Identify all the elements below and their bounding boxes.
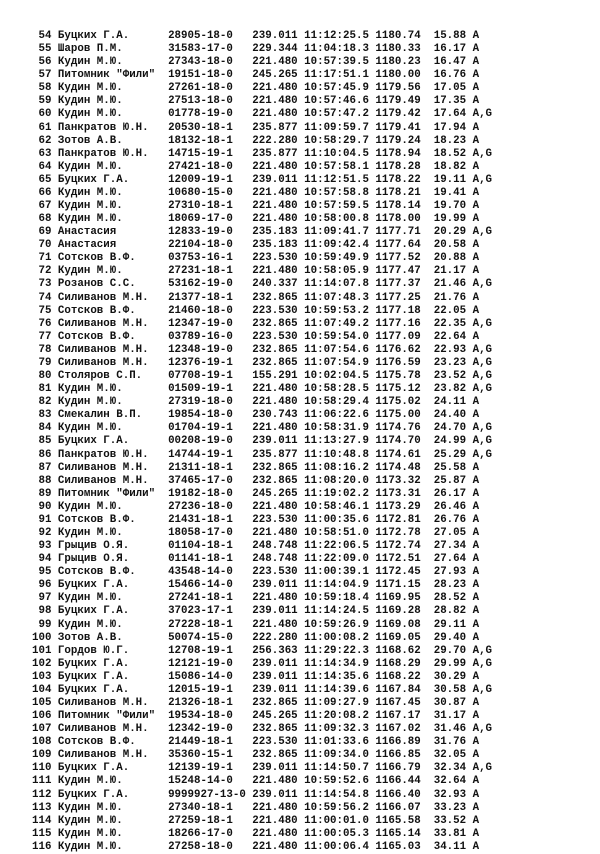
- result-row: 93 Грыцив О.Я. 01104-18-1 248.748 11:22:06.5 1172.74 27.34 A: [32, 540, 480, 553]
- result-row: 107 Силиванов М.Н. 12342-19-0 232.865 11:09:32.3 1167.02 31.46 A,G: [32, 723, 493, 736]
- result-row: 60 Кудин М.Ю. 01778-19-0 221.480 10:57:47.2 1179.42 17.64 A,G: [32, 108, 493, 121]
- result-row: 101 Гордов Ю.Г. 12708-19-1 256.363 11:29:22.3 1168.62 29.70 A,G: [32, 644, 493, 657]
- result-row: 96 Буцких Г.А. 15466-14-0 239.011 11:14:04.9 1171.15 28.23 A: [32, 579, 480, 592]
- result-row: 109 Силиванов М.Н. 35360-15-1 232.865 11:09:34.0 1166.85 32.05 A: [32, 749, 480, 762]
- result-row: 103 Буцких Г.А. 15086-14-0 239.011 11:14:35.6 1168.22 30.29 A: [32, 670, 480, 683]
- result-row: 105 Силиванов М.Н. 21326-18-1 232.865 11:09:27.9 1167.45 30.87 A: [32, 696, 480, 709]
- result-row: 82 Кудин М.Ю. 27319-18-0 221.480 10:58:29.4 1175.02 24.11 A: [32, 396, 480, 409]
- result-row: 64 Кудин М.Ю. 27421-18-0 221.480 10:57:58.1 1178.28 18.82 A: [32, 160, 480, 173]
- result-row: 104 Буцких Г.А. 12015-19-1 239.011 11:14:39.6 1167.84 30.58 A,G: [32, 683, 493, 696]
- result-row: 115 Кудин М.Ю. 18266-17-0 221.480 11:00:05.3 1165.14 33.81 A: [32, 827, 480, 840]
- result-row: 88 Силиванов М.Н. 37465-17-0 232.865 11:08:20.0 1173.32 25.87 A: [32, 474, 480, 487]
- result-row: 111 Кудин М.Ю. 15248-14-0 221.480 10:59:52.6 1166.44 32.64 A: [32, 775, 480, 788]
- result-row: 78 Силиванов М.Н. 12348-19-0 232.865 11:07:54.6 1176.62 22.93 A,G: [32, 343, 493, 356]
- result-row: 113 Кудин М.Ю. 27340-18-1 221.480 10:59:56.2 1166.07 33.23 A: [32, 801, 480, 814]
- result-row: 54 Буцких Г.А. 28905-18-0 239.011 11:12:25.5 1180.74 15.88 A: [32, 30, 480, 42]
- result-row: 77 Сотсков В.Ф. 03789-16-0 223.530 10:59:54.0 1177.09 22.64 A: [32, 330, 480, 343]
- result-row: 76 Силиванов М.Н. 12347-19-0 232.865 11:07:49.2 1177.16 22.35 A,G: [32, 317, 493, 330]
- result-row: 68 Кудин М.Ю. 18069-17-0 221.480 10:58:00.8 1178.00 19.99 A: [32, 213, 480, 226]
- result-row: 89 Питомник "Фили" 19182-18-0 245.265 11:19:02.2 1173.31 26.17 A: [32, 487, 480, 500]
- result-row: 67 Кудин М.Ю. 27310-18-1 221.480 10:57:59.5 1178.14 19.70 A: [32, 200, 480, 213]
- result-row: 62 Зотов А.В. 18132-18-1 222.280 10:58:29.7 1179.24 18.23 A: [32, 134, 480, 147]
- result-row: 108 Сотсков В.Ф. 21449-18-1 223.530 11:01:33.6 1166.89 31.76 A: [32, 736, 480, 749]
- result-row: 81 Кудин М.Ю. 01509-19-1 221.480 10:58:28.5 1175.12 23.82 A,G: [32, 383, 493, 396]
- result-row: 71 Сотсков В.Ф. 03753-16-1 223.530 10:59:49.9 1177.52 20.88 A: [32, 252, 480, 265]
- result-row: 59 Кудин М.Ю. 27513-18-0 221.480 10:57:46.6 1179.49 17.35 A: [32, 95, 480, 108]
- result-row: 84 Кудин М.Ю. 01704-19-1 221.480 10:58:31.9 1174.76 24.70 A,G: [32, 422, 493, 435]
- result-row: 63 Панкратов Ю.Н. 14715-19-1 235.877 11:10:04.5 1178.94 18.52 A,G: [32, 147, 493, 160]
- result-row: 98 Буцких Г.А. 37023-17-1 239.011 11:14:24.5 1169.28 28.82 A: [32, 605, 480, 618]
- result-row: 95 Сотсков В.Ф. 43548-14-0 223.530 11:00:39.1 1172.45 27.93 A: [32, 566, 480, 579]
- result-row: 61 Панкратов Ю.Н. 20530-18-1 235.877 11:09:59.7 1179.41 17.94 A: [32, 121, 480, 134]
- result-row: 110 Буцких Г.А. 12139-19-1 239.011 11:14:50.7 1166.79 32.34 A,G: [32, 762, 493, 775]
- result-row: 57 Питомник "Фили" 19151-18-0 245.265 11:17:51.1 1180.00 16.76 A: [32, 69, 480, 82]
- result-row: 58 Кудин М.Ю. 27261-18-0 221.480 10:57:45.9 1179.56 17.05 A: [32, 82, 480, 95]
- result-row: 99 Кудин М.Ю. 27228-18-1 221.480 10:59:26.9 1169.08 29.11 A: [32, 618, 480, 631]
- result-row: 86 Панкратов Ю.Н. 14744-19-1 235.877 11:10:48.8 1174.61 25.29 A,G: [32, 448, 493, 461]
- result-row: 75 Сотсков В.Ф. 21460-18-0 223.530 10:59:53.2 1177.18 22.05 A: [32, 304, 480, 317]
- result-row: 112 Буцких Г.А. 9999927-13-0 239.011 11:14:54.8 1166.40 32.93 A: [32, 788, 480, 801]
- result-row: 116 Кудин М.Ю. 27258-18-0 221.480 11:00:06.4 1165.03 34.11 A: [32, 840, 480, 853]
- result-row: 70 Анастасия 22104-18-0 235.183 11:09:42.4 1177.64 20.58 A: [32, 239, 480, 252]
- result-row: 85 Буцких Г.А. 00208-19-0 239.011 11:13:27.9 1174.70 24.99 A,G: [32, 435, 493, 448]
- result-row: 87 Силиванов М.Н. 21311-18-1 232.865 11:08:16.2 1174.48 25.58 A: [32, 461, 480, 474]
- result-row: 92 Кудин М.Ю. 18058-17-0 221.480 10:58:51.0 1172.78 27.05 A: [32, 526, 480, 539]
- result-row: 106 Питомник "Фили" 19534-18-0 245.265 11:20:08.2 1167.17 31.17 A: [32, 710, 480, 723]
- result-row: 69 Анастасия 12833-19-0 235.183 11:09:41.7 1177.71 20.29 A,G: [32, 226, 493, 239]
- result-row: 114 Кудин М.Ю. 27259-18-1 221.480 11:00:01.0 1165.58 33.52 A: [32, 814, 480, 827]
- result-row: 65 Буцких Г.А. 12009-19-1 239.011 11:12:51.5 1178.22 19.11 A,G: [32, 173, 493, 186]
- result-row: 91 Сотсков В.Ф. 21431-18-1 223.530 11:00:35.6 1172.81 26.76 A: [32, 513, 480, 526]
- result-row: 90 Кудин М.Ю. 27236-18-0 221.480 10:58:46.1 1173.29 26.46 A: [32, 500, 480, 513]
- result-row: 100 Зотов А.В. 50074-15-0 222.280 11:00:08.2 1169.05 29.40 A: [32, 631, 480, 644]
- result-row: 74 Силиванов М.Н. 21377-18-1 232.865 11:07:48.3 1177.25 21.76 A: [32, 291, 480, 304]
- result-row: 102 Буцких Г.А. 12121-19-0 239.011 11:14:34.9 1168.29 29.99 A,G: [32, 657, 493, 670]
- result-row: 55 Шаров П.М. 31583-17-0 229.344 11:04:18.3 1180.33 16.17 A: [32, 43, 480, 56]
- result-row: 80 Столяров С.П. 07708-19-1 155.291 10:02:04.5 1175.78 23.52 A,G: [32, 370, 493, 383]
- result-row: 94 Грыцив О.Я. 01141-18-1 248.748 11:22:09.0 1172.51 27.64 A: [32, 553, 480, 566]
- result-row: 56 Кудин М.Ю. 27343-18-0 221.480 10:57:39.5 1180.23 16.47 A: [32, 56, 480, 69]
- result-row: 66 Кудин М.Ю. 10680-15-0 221.480 10:57:58.8 1178.21 19.41 A: [32, 186, 480, 199]
- result-row: 72 Кудин М.Ю. 27231-18-1 221.480 10:58:05.9 1177.47 21.17 A: [32, 265, 480, 278]
- result-row: 79 Силиванов М.Н. 12376-19-1 232.865 11:07:54.9 1176.59 23.23 A,G: [32, 356, 493, 369]
- result-row: 97 Кудин М.Ю. 27241-18-1 221.480 10:59:18.4 1169.95 28.52 A: [32, 592, 480, 605]
- result-row: 73 Розанов С.С. 53162-19-0 240.337 11:14:07.8 1177.37 21.46 A,G: [32, 278, 493, 291]
- results-table: [32, 30, 492, 854]
- result-row: 83 Смекалин В.П. 19854-18-0 230.743 11:06:22.6 1175.00 24.40 A: [32, 409, 480, 422]
